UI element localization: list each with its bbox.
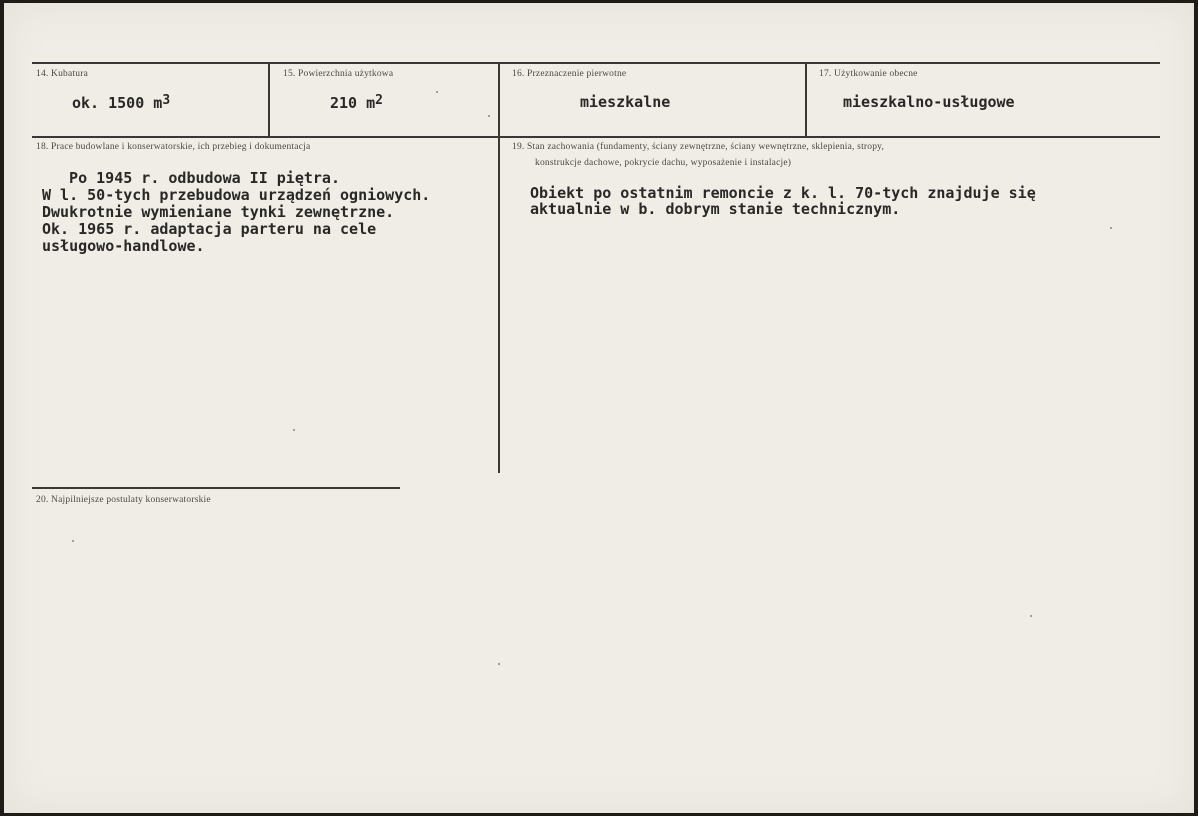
field-16-value: mieszkalne [580,93,671,111]
field-18-line-3: Dwukrotnie wymieniane tynki zewnętrzne. [42,203,395,221]
field-15-label: 15. Powierzchnia użytkowa [283,69,394,79]
divider-15-16 [498,63,500,473]
paper-speck [293,429,295,431]
field-15-value-text: 210 m [330,94,376,112]
field-15-unit-sup: 2 [375,93,383,108]
field-15-value [330,94,383,114]
field-17-value: mieszkalno-usługowe [843,93,1015,111]
field-16-label: 16. Przeznaczenie pierwotne [512,69,627,79]
field-14-value-text: ok. 1500 m [72,94,163,112]
field-18-line-4: Ok. 1965 r. adaptacja parteru na cele [42,220,377,238]
field-19-label-line-2: konstrukcje dachowe, pokrycie dachu, wyposażenie i instalacje) [535,158,792,168]
record-card [4,3,1194,813]
row1-bottom-rule [32,136,1160,138]
field-20-label: 20. Najpilniejsze postulaty konserwatorskie [36,495,211,505]
field-19-line-2: aktualnie w b. dobrym stanie technicznym. [530,200,901,218]
top-rule [32,62,1160,64]
paper-speck [498,663,500,665]
field-18-line-1: Po 1945 r. odbudowa II piętra. [51,169,340,187]
paper-speck [72,540,74,542]
field-18-label: 18. Prace budowlane i konserwatorskie, ich przebieg i dokumentacja [36,142,311,152]
divider-14-15 [268,63,270,136]
paper-speck [1030,615,1032,617]
paper-speck [436,91,438,93]
paper-speck [488,115,490,117]
field-18-line-2: W l. 50-tych przebudowa urządzeń ogniowych. [42,186,431,204]
field-17-label: 17. Użytkowanie obecne [819,69,918,79]
paper-speck [1110,227,1112,229]
field-19-label-line-1: 19. Stan zachowania (fundamenty, ściany zewnętrzne, ściany wewnętrzne, sklepienia, stropy, [512,142,885,152]
field20-rule [32,487,400,489]
field-14-unit-sup: 3 [162,93,171,108]
field-19-line-1: Obiekt po ostatnim remoncie z k. l. 70-tych znajduje się [530,184,1036,202]
field-14-label: 14. Kubatura [36,69,88,79]
field-18-line-5: usługowo-handlowe. [42,237,205,255]
divider-16-17 [805,63,807,136]
field-14-value [72,94,170,114]
